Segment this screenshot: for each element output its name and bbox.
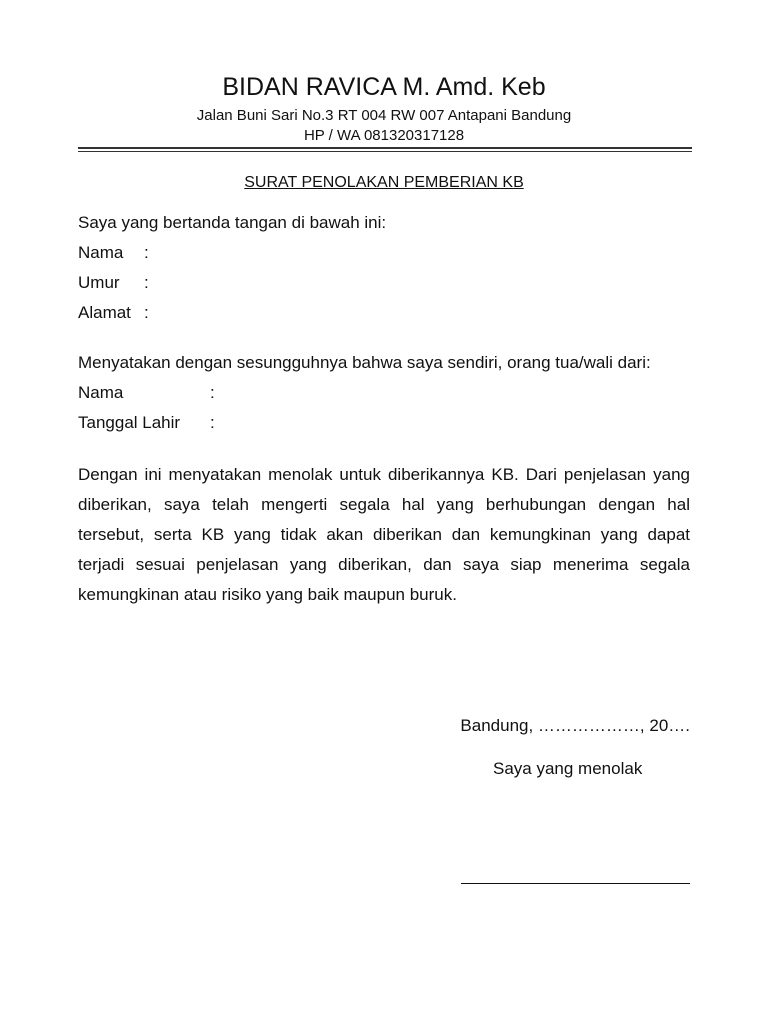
patient-birthdate-label: Tanggal Lahir	[78, 413, 181, 432]
signer-address-row	[78, 302, 149, 324]
letterhead-divider-thin	[78, 151, 692, 152]
signer-address-colon: :	[144, 303, 149, 322]
signer-age-label: Umur	[78, 273, 120, 292]
letterhead-divider-thick	[78, 147, 692, 149]
signature-line	[461, 883, 690, 884]
clinic-phone: HP / WA 081320317128	[303, 127, 465, 144]
signer-name-row	[78, 242, 149, 264]
patient-birthdate-colon: :	[210, 413, 215, 432]
signer-age-row	[78, 272, 149, 294]
clinic-name: BIDAN RAVICA M. Amd. Keb	[222, 73, 546, 101]
patient-name-colon: :	[210, 383, 215, 402]
signer-name-label: Nama	[78, 243, 124, 262]
signer-name-colon: :	[144, 243, 149, 262]
patient-name-label: Nama	[78, 383, 124, 402]
statement-line: Menyatakan dengan sesungguhnya bahwa saya sendiri, orang tua/wali dari:	[78, 353, 651, 372]
place-date-line: Bandung, ………………, 20….	[460, 716, 690, 735]
refusal-paragraph: Dengan ini menyatakan menolak untuk diberikannya KB. Dari penjelasan yang diberikan, saya telah mengerti segala hal yang berhubungan dengan hal tersebut, serta KB yang tidak akan diberikan dan kemungkinan yang dapat terjadi sesuai penjelasan yang diberikan, dan saya siap menerima segala kemungkinan atau risiko yang baik maupun buruk.	[78, 465, 690, 604]
intro-line: Saya yang bertanda tangan di bawah ini:	[78, 213, 387, 232]
patient-name-row	[78, 382, 215, 404]
letterhead	[78, 68, 690, 146]
signer-address-label: Alamat	[78, 303, 131, 322]
document-title: SURAT PENOLAKAN PEMBERIAN KB	[244, 174, 524, 191]
signer-label: Saya yang menolak	[493, 759, 643, 778]
patient-birthdate-row	[78, 412, 215, 434]
clinic-address: Jalan Buni Sari No.3 RT 004 RW 007 Antapani Bandung	[196, 107, 572, 124]
signer-age-colon: :	[144, 273, 149, 292]
